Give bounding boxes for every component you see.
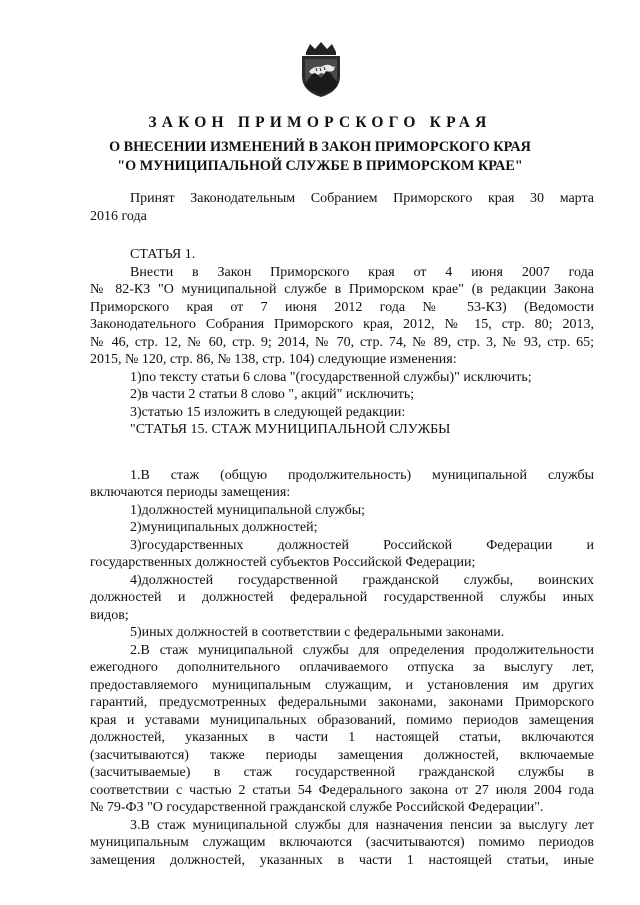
- text-line: ежегодного дополнительного оплачиваемого отпуска за выслугу лет,: [90, 660, 594, 675]
- list-item: 5)иных должностей в соответствии с федеральными законами.: [130, 625, 505, 640]
- text-line: 3.В стаж муниципальной службы для назначения пенсии за выслугу лет: [130, 817, 594, 833]
- list-item: 4)должностей государственной гражданской службы, воинских: [130, 572, 594, 588]
- list-item: 3)статью 15 изложить в следующей редакции:: [130, 404, 406, 420]
- text-line: предоставляемого муниципальным служащим, и установления им других: [90, 677, 594, 693]
- list-item: 1)должностей муниципальной службы;: [130, 502, 366, 518]
- text-line: соответствии с частью 2 статьи 54 Федерального закона от 27 июля 2004 года: [90, 782, 594, 798]
- text-line: видов;: [90, 607, 129, 623]
- text-line: 1.В стаж (общую продолжительность) муниципальной службы: [130, 467, 594, 483]
- text-line: Законодательного Собрания Приморского края, 2012, № 15, стр. 80; 2013,: [90, 317, 594, 332]
- list-item: 3)государственных должностей Российской Федерации и: [130, 537, 594, 553]
- text-line: Приморского края от 7 июня 2012 года № 53-КЗ) (Ведомости: [90, 299, 594, 315]
- list-item: 2)в части 2 статьи 8 слово ", акций" исключить;: [130, 387, 415, 402]
- text-line: включаются периоды замещения:: [90, 485, 291, 500]
- text-line: государственных должностей субъектов Российской Федерации;: [90, 555, 476, 570]
- text-line: № 79-ФЗ "О государственной гражданской службе Российской Федерации".: [90, 800, 544, 815]
- text-line: муниципальным служащим включаются (засчитываются) помимо периодов: [90, 835, 594, 850]
- law-title: ЗАКОН ПРИМОРСКОГО КРАЯ: [148, 114, 492, 131]
- text-line: № 82-КЗ "О муниципальной службе в Приморском крае" (в редакции Закона: [90, 282, 594, 297]
- text-line: (засчитываются) также периоды замещения должностей, включаемые: [90, 747, 594, 763]
- text-line: гарантий, предусмотренных федеральными законами, законами Приморского: [90, 695, 594, 710]
- law-subtitle: [60, 138, 580, 176]
- text-line: 2.В стаж муниципальной службы для определения продолжительности: [130, 642, 594, 658]
- article-15-heading: "СТАТЬЯ 15. СТАЖ МУНИЦИПАЛЬНОЙ СЛУЖБЫ: [130, 422, 451, 437]
- text-line: № 46, стр. 12, № 60, стр. 9; 2014, № 70, стр. 74, № 89, стр. 3, № 93, стр. 65;: [90, 334, 594, 350]
- article-heading: СТАТЬЯ 1.: [130, 247, 196, 262]
- text-line: (засчитываемые) в стаж государственной гражданской службы в: [90, 765, 594, 780]
- list-item: 2)муниципальных должностей;: [130, 520, 318, 535]
- coat-of-arms-icon: [296, 42, 346, 98]
- subtitle-line-1: О ВНЕСЕНИИ ИЗМЕНЕНИЙ В ЗАКОН ПРИМОРСКОГО КРАЯ: [109, 139, 531, 155]
- text-line: замещения должностей, указанных в части 1 настоящей статьи, иные: [90, 852, 594, 868]
- text-line: Принят Законодательным Собранием Приморского края 30 марта: [130, 191, 594, 206]
- text-line: края и уставами муниципальных образований, помимо периодов замещения: [90, 712, 594, 728]
- text-line: 2016 года: [90, 208, 147, 224]
- text-line: Внести в Закон Приморского края от 4 июня 2007 года: [130, 264, 594, 280]
- document-body: [90, 190, 594, 869]
- text-line: должностей и должностей федеральной государственной службы иных: [90, 590, 594, 605]
- text-line: должностей, указанных в части 1 настоящей статьи, включаются: [90, 730, 594, 745]
- subtitle-line-2: "О МУНИЦИПАЛЬНОЙ СЛУЖБЕ В ПРИМОРСКОМ КРАЕ": [117, 158, 523, 174]
- list-item: 1)по тексту статьи 6 слова "(государственной службы)" исключить;: [130, 369, 532, 385]
- text-line: 2015, № 120, стр. 86, № 138, стр. 104) следующие изменения:: [90, 352, 457, 367]
